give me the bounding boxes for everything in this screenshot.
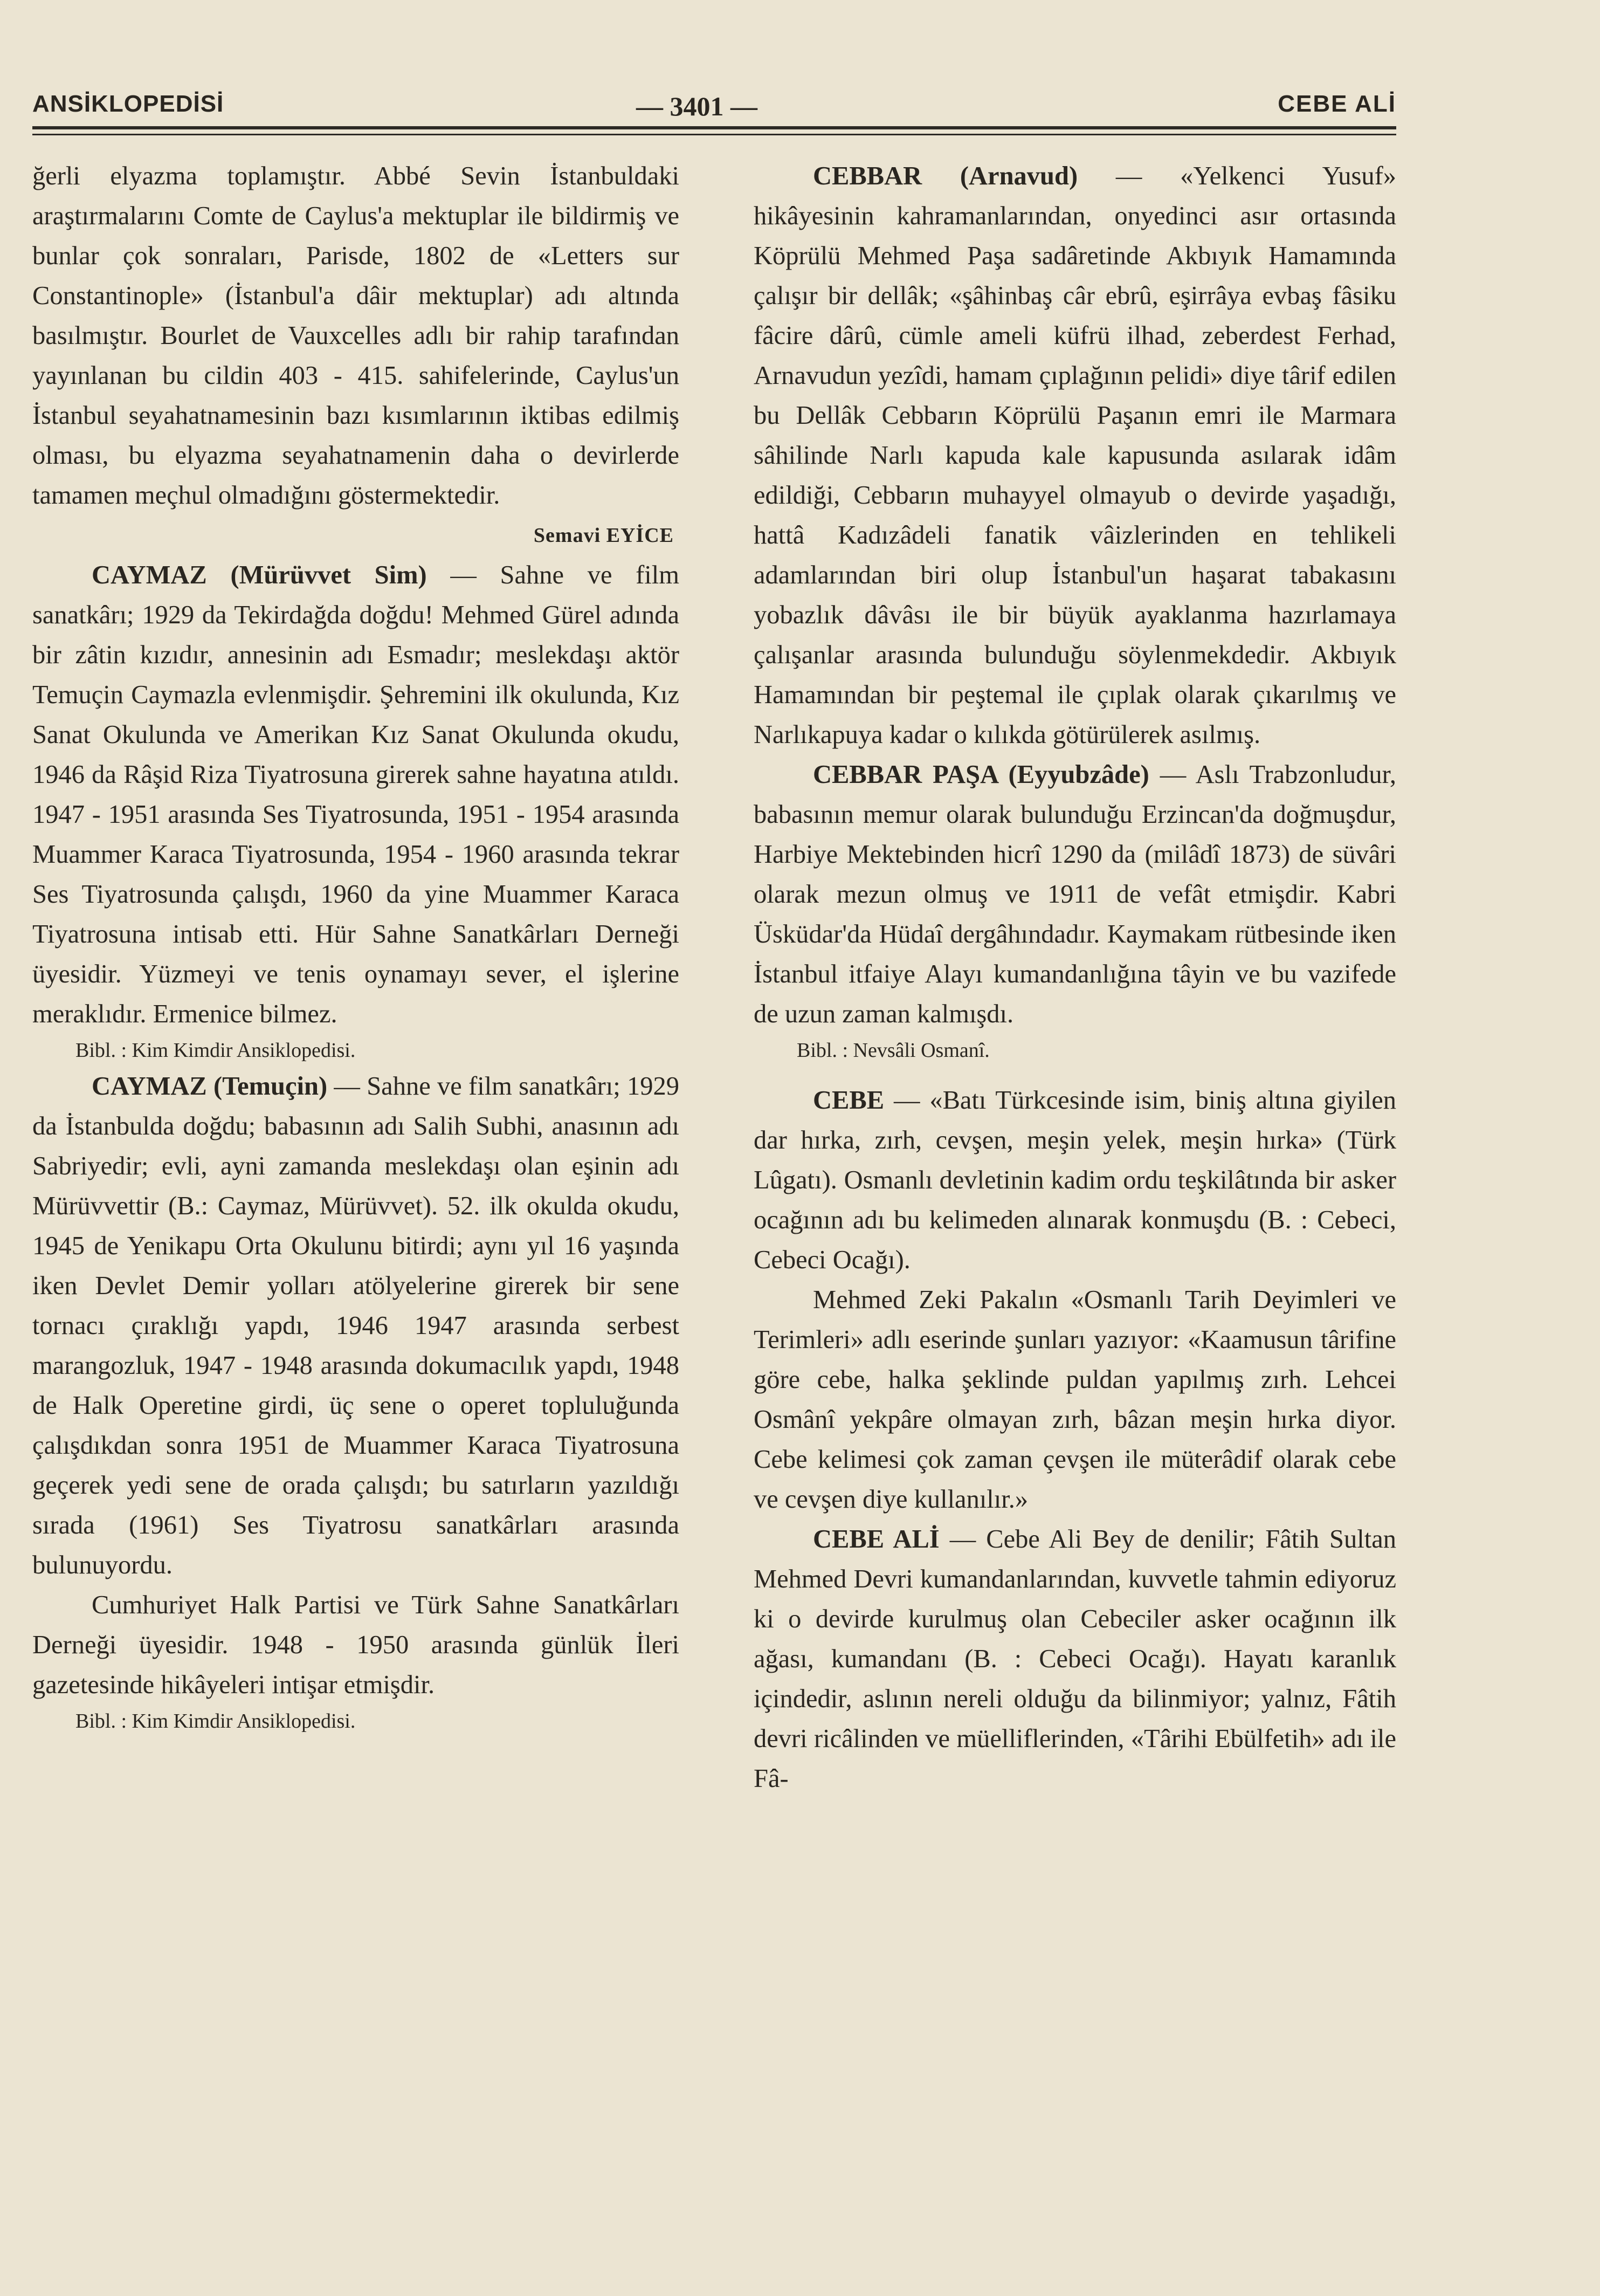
entry-body: — «Batı Türkcesinde isim, biniş altına giyilen dar hırka, zırh, cevşen, meşin yelek, meşin hırka» (Türk Lûgatı). Osmanlı devletinin kadim ordu teşkilâtında bir asker ocağının adı bu kelimeden alınarak konmuşdu (B. : Cebeci, Cebeci Ocağı). (754, 1086, 1396, 1274)
entry-caymaz-temucin (32, 1067, 679, 1585)
page-header (32, 81, 1396, 140)
bibliography-note: Bibl. : Kim Kimdir Ansiklopedisi. (75, 1039, 356, 1062)
entry-caymaz-murvvet (32, 555, 679, 1034)
entry-heading: CAYMAZ (Mürüvvet Sim) (92, 561, 427, 589)
entry-cebe (754, 1081, 1396, 1280)
entry-body: — Sahne ve film sanatkârı; 1929 da İstanbulda doğdu; babasının adı Salih Subhi, anasının adı Sabriyedir; evli, ayni zamanda meslekdaşı olan eşinin adı Mürüvvettir (B.: Caymaz, Mürüvvet). 52. ilk okulda okudu, 1945 de Yenikapu Orta Okulunu bitirdi; aynı yıl 16 yaşında iken Devlet Demir yolları atölyelerine girerek bir sene tornacı çıraklığı yapdı, 1946 1947 arasında serbest marangozluk, 1947 - 1948 arasında dokumacılık yapdı, 1948 de Halk Operetine girdi, üç sene o operet topluluğunda çalışdıkdan sonra 1951 de Muammer Karaca Tiyatrosuna geçerek yedi sene de orada çalışdı; bu satırların yazıldığı sırada (1961) Ses Tiyatrosu sanatkârları arasında bulunuyordu. (32, 1072, 679, 1579)
entry-body: — Aslı Trabzonludur, babasının memur olarak bulunduğu Erzincan'da doğmuşdur, Harbiye Mektebinden hicrî 1290 da (milâdî 1873) de süvâri olarak mezun olmuş ve 1911 de vefât etmişdir. Kabri Üsküdar'da Hüdaî dergâhındadır. Kaymakam rütbesinde iken İstanbul itfaiye Alayı kumandanlığına tâyin ve bu vazifede de uzun zaman kalmışdı. (754, 760, 1396, 1028)
entry-paragraph: Mehmed Zeki Pakalın «Osmanlı Tarih Deyimleri ve Terimleri» adlı eserinde şunları yazıyor: «Kaamusun târifine göre cebe, halka şeklinde puldan yapılmış zırh. Lehcei Osmânî yekpâre olmayan zırh, bâzan meşin hırka diyor. Cebe kelimesi çok zaman çevşen ile müterâdif olarak cebe ve cevşen diye kullanılır.» (754, 1286, 1396, 1514)
header-rule-thin (32, 134, 1396, 135)
entry-body: — Cebe Ali Bey de denilir; Fâtih Sultan Mehmed Devri kumandanlarından, kuvvetle tahmin ediyoruz ki o devirde kurulmuş olan Cebeciler asker ocağının ilk ağası, kumandanı (B. : Cebeci Ocağı). Hayatı karanlık içindedir, aslının nereli olduğu da bilinmiyor; yalnız, Fâtih devri ricâlinden ve müelliflerinden, «Târihi Ebülfetih» adı ile Fâ- (754, 1525, 1396, 1793)
header-title: ANSİKLOPEDİSİ (32, 91, 224, 117)
entry-gap (754, 1067, 1396, 1081)
header-running-head: CEBE ALİ (1278, 91, 1396, 117)
left-column (32, 156, 679, 1737)
entry-heading: CEBBAR (Arnavud) (813, 162, 1078, 190)
bibliography-note: Bibl. : Kim Kimdir Ansiklopedisi. (75, 1710, 356, 1733)
entry-heading: CAYMAZ (Temuçin) (92, 1072, 328, 1101)
author-signature: Semavi EYİCE (533, 524, 674, 547)
entry-heading: CEBE ALİ (813, 1525, 940, 1553)
continued-paragraph: ğerli elyazma toplamıştır. Abbé Sevin İstanbuldaki araştırmalarını Comte de Caylus'a mektuplar ile bildirmiş ve bunlar çok sonraları, Parisde, 1802 de «Letters sur Constantinople» (İstanbul'a dâir mektuplar) adı altında basılmıştır. Bourlet de Vauxcelles adlı bir rahip tarafından yayınlanan bu cildin 403 - 415. sahifelerinde, Caylus'un İstanbul seyahatnamesinin bazı kısımlarının iktibas edilmiş olması, bu elyazma seyahatnamenin daha o devirlerde tamamen meçhul olmadığını göstermektedir. (32, 162, 679, 510)
entry-heading: CEBBAR PAŞA (Eyyubzâde) (813, 760, 1149, 789)
header-rule-thick (32, 126, 1396, 129)
right-column (754, 156, 1396, 1799)
bibliography-note: Bibl. : Nevsâli Osmanî. (797, 1039, 990, 1062)
entry-cebe-ali (754, 1520, 1396, 1799)
entry-paragraph: Cumhuriyet Halk Partisi ve Türk Sahne Sanatkârları Derneği üyesidir. 1948 - 1950 arasında günlük İleri gazetesinde hikâyeleri intişar etmişdir. (32, 1591, 679, 1699)
entry-cebbar-pasa (754, 755, 1396, 1034)
entry-body: — Sahne ve film sanatkârı; 1929 da Tekirdağda doğdu! Mehmed Gürel adında bir zâtin kızıdır, annesinin adı Esmadır; meslekdaşı aktör Temuçin Caymazla evlenmişdir. Şehremini ilk okulunda, Kız Sanat Okulunda ve Amerikan Kız Sanat Okulunda okudu, 1946 da Râşid Riza Tiyatrosuna girerek sahne hayatına atıldı. 1947 - 1951 arasında Ses Tiyatrosunda, 1951 - 1954 arasında Muammer Karaca Tiyatrosunda, 1954 - 1960 arasında tekrar Ses Tiyatrosunda çalışdı, 1960 da yine Muammer Karaca Tiyatrosuna intisab etti. Hür Sahne Sanatkârları Derneği üyesidir. Yüzmeyi ve tenis oynamayı sever, el işlerine meraklıdır. Ermenice bilmez. (32, 561, 679, 1028)
entry-body: — «Yelkenci Yusuf» hikâyesinin kahramanlarından, onyedinci asır ortasında Köprülü Mehmed Paşa sadâretinde Akbıyık Hamamında çalışır bir dellâk; «şâhinbaş câr ebrû, eşirrâya evbaş fâsiku fâcire dârû, cümle ameli küfrü ilhad, zeberdest Ferhad, Arnavudun yezîdi, hamam çıplağının pelidi» diye târif edilen bu Dellâk Cebbarın Köprülü Paşanın emri ile Marmara sâhilinde Narlı kapuda kale kapusunda asılarak idâm edildiği, Cebbarın muhayyel olmayub o devirde yaşadığı, hattâ Kadızâdeli fanatik vâizlerinden en tehlikeli adamlarından biri olup İstanbul'un haşarat tabakasını yobazlık dâvâsı ile bir büyük ayaklanma hazırlamaya çalışanlar arasında bulunduğu söylenmekdedir. Akbıyık Hamamından bir peştemal ile çıplak olarak çıkarılmış ve Narlıkapuya kadar o kılıkda götürülerek asılmış. (754, 162, 1396, 749)
entry-cebbar-arnavud (754, 156, 1396, 755)
page-number: — 3401 — (636, 91, 757, 121)
entry-heading: CEBE (813, 1086, 885, 1115)
